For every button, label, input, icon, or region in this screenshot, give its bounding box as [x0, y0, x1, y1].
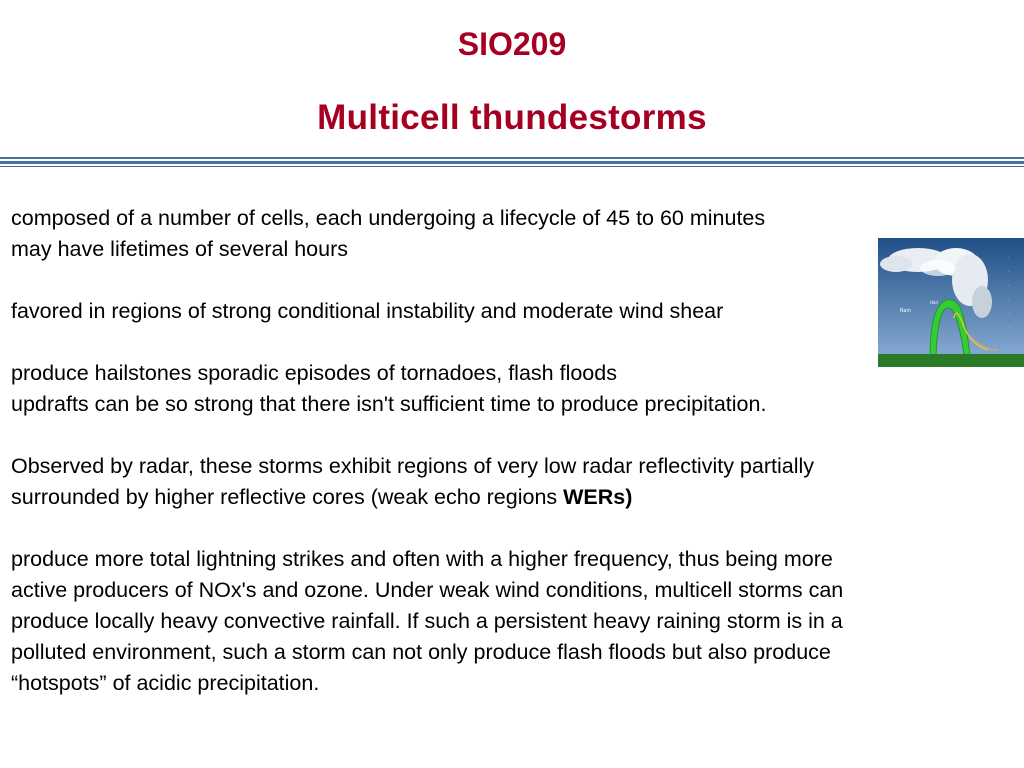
rain-label: Rain	[900, 308, 911, 314]
multicell-storm-diagram	[878, 238, 1024, 367]
body-line: produce locally heavy convective rainfall. If such a persistent heavy raining storm is in a	[11, 609, 843, 633]
svg-text:-: -	[1008, 311, 1010, 315]
body-line: produce hailstones sporadic episodes of tornadoes, flash floods	[11, 361, 617, 385]
ground	[878, 354, 1024, 367]
body-line: Observed by radar, these storms exhibit regions of very low radar reflectivity partially	[11, 454, 814, 478]
svg-text:-: -	[1008, 297, 1010, 301]
svg-text:-: -	[1008, 283, 1010, 287]
header-rule-top	[0, 157, 1024, 159]
svg-text:-: -	[1008, 255, 1010, 259]
header-rule-middle	[0, 161, 1024, 164]
svg-text:-: -	[1008, 269, 1010, 273]
body-line: updrafts can be so strong that there isn't sufficient time to produce precipitation.	[11, 392, 767, 416]
body-line-text: surrounded by higher reflective cores (weak echo regions	[11, 485, 564, 509]
slide-title: SIO209	[457, 26, 567, 62]
hail-label: Hail	[930, 300, 938, 305]
body-line: produce more total lightning strikes and often with a higher frequency, thus being more	[11, 547, 833, 571]
body-line: composed of a number of cells, each undergoing a lifecycle of 45 to 60 minutes	[11, 206, 766, 230]
slide-subtitle: Multicell thundestorms	[317, 98, 707, 137]
body-line: polluted environment, such a storm can not only produce flash floods but also produce	[11, 640, 831, 664]
body-line: favored in regions of strong conditional instability and moderate wind shear	[11, 299, 724, 323]
svg-text:-: -	[1008, 325, 1010, 329]
body-line: active producers of NOx's and ozone. Under weak wind conditions, multicell storms can	[11, 578, 844, 602]
body-line: may have lifetimes of several hours	[11, 237, 348, 261]
body-line: “hotspots” of acidic precipitation.	[11, 671, 320, 695]
slide-body	[11, 203, 1021, 699]
body-line	[11, 482, 1021, 513]
header-rule-bottom	[0, 166, 1024, 167]
wers-bold: WERs)	[563, 485, 633, 509]
